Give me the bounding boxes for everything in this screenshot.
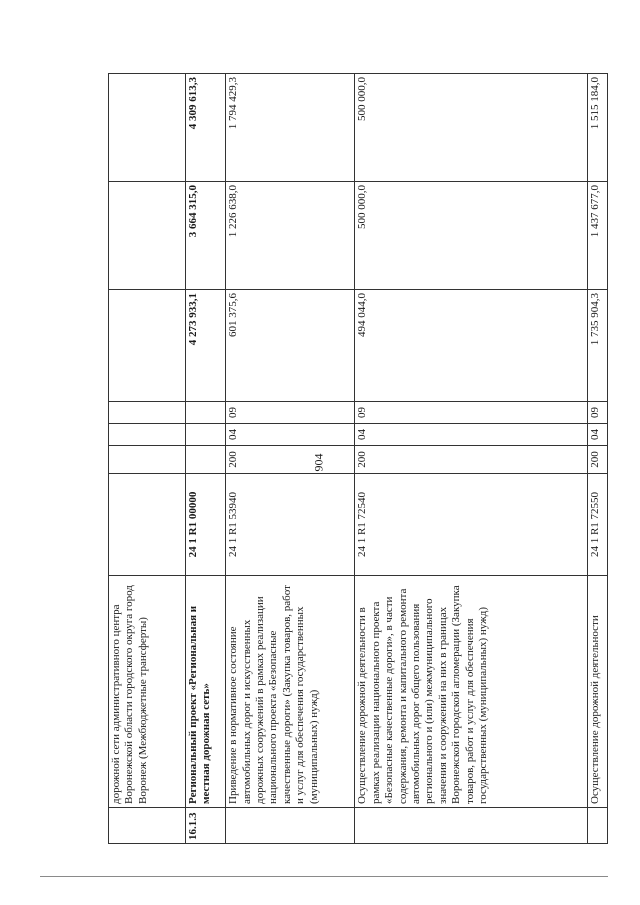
- row-number: [355, 808, 587, 844]
- row-value-2021: 1 515 184,0: [587, 74, 607, 182]
- table-row: [355, 74, 587, 844]
- row-number: [109, 808, 186, 844]
- row-vr: 200: [355, 446, 587, 474]
- row-value-2020: 500 000,0: [355, 182, 587, 290]
- row-value-2021: 4 309 613,3: [185, 74, 225, 182]
- row-value-2019: 4 273 933,1: [185, 290, 225, 402]
- row-pr: [109, 402, 186, 424]
- table-row: [587, 74, 607, 844]
- row-rz: 04: [587, 424, 607, 446]
- row-vr: 200: [226, 446, 355, 474]
- row-number: [226, 808, 355, 844]
- row-rz: 04: [226, 424, 355, 446]
- footer-divider: [40, 876, 608, 877]
- row-vr: [109, 446, 186, 474]
- row-value-2020: 1 437 677,0: [587, 182, 607, 290]
- budget-table: [108, 73, 608, 844]
- row-code: 24 1 R1 72540: [355, 474, 587, 576]
- row-value-2021: 1 794 429,3: [226, 74, 355, 182]
- row-value-2019: 601 375,6: [226, 290, 355, 402]
- row-code: 24 1 R1 72550: [587, 474, 607, 576]
- row-pr: 09: [226, 402, 355, 424]
- row-value-2020: 1 226 638,0: [226, 182, 355, 290]
- row-value-2019: [109, 290, 186, 402]
- table-row: [226, 74, 355, 844]
- row-vr: [185, 446, 225, 474]
- row-value-2020: [109, 182, 186, 290]
- row-number: 16.1.3: [185, 808, 225, 844]
- row-name: Осуществление дорожной деятельности в рамках реализации национального проекта «Безопасные качественные дороги», в части содержания, ремонта и капитального ремонта автомобильных дорог общего пользования регионального и (или) межмуниципального значения и сооружений на них в границах Воронежской городской агломерации (Закупка товаров, работ и услуг для обеспечения государственных (муниципальных) нужд): [355, 576, 587, 808]
- table-row: [109, 74, 186, 844]
- row-pr: 09: [355, 402, 587, 424]
- row-code: [109, 474, 186, 576]
- row-pr: [185, 402, 225, 424]
- row-value-2020: 3 664 315,0: [185, 182, 225, 290]
- page-number: 904: [311, 453, 326, 472]
- row-rz: [185, 424, 225, 446]
- row-name: Региональный проект «Региональная и местная дорожная сеть»: [185, 576, 225, 808]
- row-value-2021: [109, 74, 186, 182]
- row-name: Осуществление дорожной деятельности: [587, 576, 607, 808]
- row-rz: [109, 424, 186, 446]
- row-name: дорожной сети административного центра Воронежской области городского округа город Воронеж (Межбюджетные трансферты): [109, 576, 186, 808]
- row-code: 24 1 R1 53940: [226, 474, 355, 576]
- row-number: [587, 808, 607, 844]
- row-pr: 09: [587, 402, 607, 424]
- rotated-table-container: [108, 74, 608, 844]
- row-value-2019: 494 044,0: [355, 290, 587, 402]
- table-row: [185, 74, 225, 844]
- row-code: 24 1 R1 00000: [185, 474, 225, 576]
- row-name: Приведение в нормативное состояние автомобильных дорог и искусственных дорожных сооружений в рамках реализации национального проекта «Безопасные качественные дороги» (Закупка товаров, работ и услуг для обеспечения государственных (муниципальных) нужд): [226, 576, 355, 808]
- row-value-2019: 1 735 904,3: [587, 290, 607, 402]
- row-rz: 04: [355, 424, 587, 446]
- row-vr: 200: [587, 446, 607, 474]
- row-value-2021: 500 000,0: [355, 74, 587, 182]
